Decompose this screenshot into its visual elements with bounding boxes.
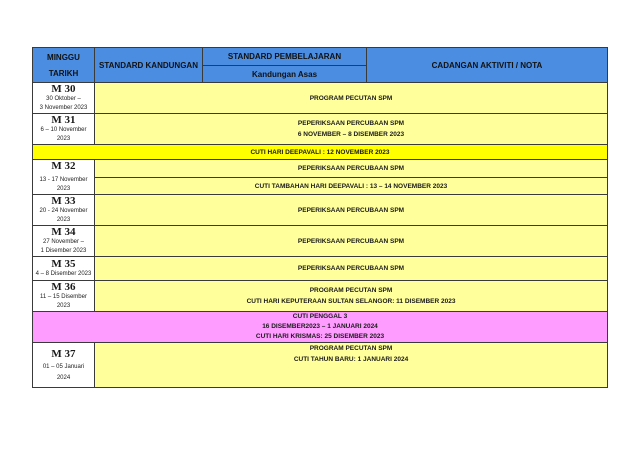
activity-cell (95, 195, 608, 226)
activity-cell (95, 114, 608, 145)
activity-cell (95, 226, 608, 257)
schedule-table (32, 47, 608, 388)
table-row (33, 343, 608, 388)
activity-text: CUTI TAMBAHAN HARI DEEPAVALI : 13 – 14 NOVEMBER 2023 (254, 182, 448, 190)
table-row (33, 178, 608, 195)
week-number: M 37 (51, 347, 76, 360)
table-row (33, 160, 608, 178)
week-cell (33, 226, 95, 257)
term-break-text: 16 DISEMBER2023 – 1 JANUARI 2024 (262, 323, 378, 330)
activity-text: PEPERIKSAAN PERCUBAAN SPM (297, 237, 405, 245)
table-row (33, 145, 608, 160)
activity-text: CUTI HARI KEPUTERAAN SULTAN SELANGOR: 11 DISEMBER 2023 (246, 298, 456, 305)
week-cell (33, 160, 95, 195)
header-standard-pembelajaran: STANDARD PEMBELAJARAN (203, 48, 367, 66)
activity-text: 6 NOVEMBER – 8 DISEMBER 2023 (297, 131, 405, 138)
week-cell (33, 343, 95, 388)
week-date: 11 – 15 Disember (40, 294, 87, 300)
header-minggu-tarikh (33, 48, 95, 83)
week-date: 2024 (56, 374, 71, 381)
activity-cell (95, 160, 608, 178)
week-date: 20 - 24 November (39, 208, 88, 214)
week-number: M 35 (51, 258, 76, 270)
week-date: 2023 (56, 136, 71, 142)
activity-cell (95, 281, 608, 312)
week-date: 1 Disember 2023 (40, 248, 87, 254)
table-row (33, 114, 608, 145)
activity-text: PEPERIKSAAN PERCUBAAN SPM (297, 120, 405, 127)
week-date: 4 – 8 Disember 2023 (35, 271, 92, 277)
activity-text: PROGRAM PECUTAN SPM (309, 287, 393, 294)
activity-text: PROGRAM PECUTAN SPM (309, 345, 393, 352)
header-cadangan-aktiviti: CADANGAN AKTIVITI / NOTA (367, 48, 608, 83)
header-tarikh: TARIKH (48, 68, 79, 78)
week-cell (33, 257, 95, 281)
activity-cell (95, 257, 608, 281)
activity-cell (95, 178, 608, 195)
activity-cell (95, 83, 608, 114)
table-row (33, 226, 608, 257)
week-date: 6 – 10 November (40, 127, 87, 133)
week-number: M 30 (51, 83, 76, 95)
table-row (33, 281, 608, 312)
week-cell (33, 195, 95, 226)
week-date: 01 – 05 Januari (42, 363, 85, 370)
activity-text: PEPERIKSAAN PERCUBAAN SPM (297, 265, 405, 272)
week-number: M 36 (51, 281, 76, 293)
header-kandungan-asas: Kandungan Asas (203, 66, 367, 83)
week-number: M 32 (51, 160, 76, 172)
week-number: M 31 (51, 114, 76, 126)
week-date: 2023 (56, 186, 71, 192)
week-date: 3 November 2023 (39, 105, 88, 111)
term-break-band (33, 312, 608, 343)
header-standard-kandungan: STANDARD KANDUNGAN (95, 48, 203, 83)
week-cell (33, 83, 95, 114)
term-break-text: CUTI HARI KRISMAS: 25 DISEMBER 2023 (255, 333, 385, 340)
activity-text: PEPERIKSAAN PERCUBAAN SPM (297, 206, 405, 214)
week-number: M 34 (51, 226, 76, 238)
holiday-band: CUTI HARI DEEPAVALI : 12 NOVEMBER 2023 (33, 145, 608, 160)
week-date: 13 - 17 November (39, 177, 88, 183)
week-date: 30 Oktober – (46, 96, 81, 102)
table-row (33, 312, 608, 343)
week-date: 27 November – (42, 239, 85, 245)
week-date: 2023 (56, 217, 71, 223)
table-row (33, 195, 608, 226)
week-number: M 33 (51, 195, 76, 207)
activity-text: CUTI TAHUN BARU: 1 JANUARI 2024 (293, 356, 409, 363)
week-cell (33, 281, 95, 312)
week-cell (33, 114, 95, 145)
activity-text: PEPERIKSAAN PERCUBAAN SPM (297, 165, 405, 172)
header-row-top (33, 48, 608, 66)
week-date: 2023 (56, 303, 71, 309)
activity-text: PROGRAM PECUTAN SPM (309, 94, 393, 102)
table-row (33, 257, 608, 281)
header-minggu: MINGGU (47, 52, 80, 62)
activity-cell (95, 343, 608, 388)
term-break-text: CUTI PENGGAL 3 (292, 313, 348, 320)
table-row (33, 83, 608, 114)
